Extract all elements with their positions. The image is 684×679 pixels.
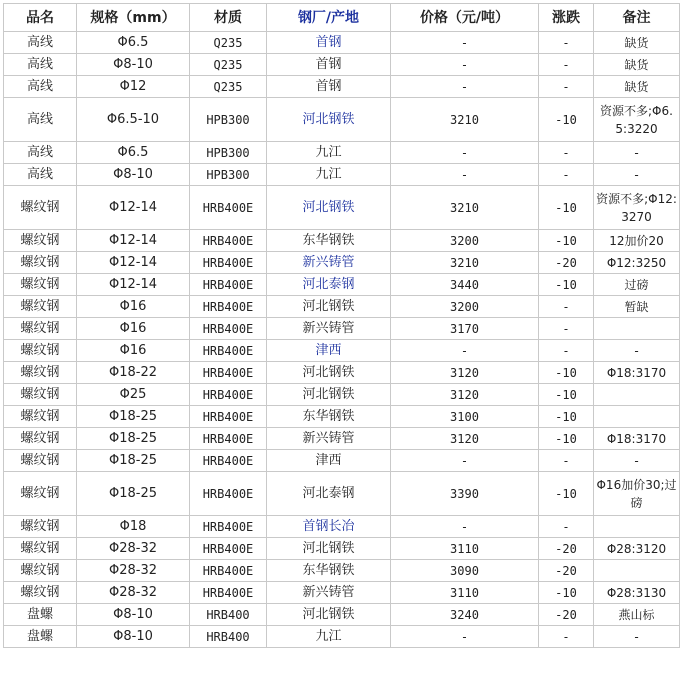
material-cell: HPB300 xyxy=(190,142,267,164)
note-cell: Φ28:3130 xyxy=(594,582,680,604)
change-cell: -20 xyxy=(539,560,594,582)
table-row xyxy=(4,142,680,164)
spec-cell: Φ8-10 xyxy=(77,604,190,626)
product-name-cell: 高线 xyxy=(4,142,77,164)
spec-cell: Φ8-10 xyxy=(77,626,190,648)
material-cell: HRB400E xyxy=(190,538,267,560)
spec-cell: Φ28-32 xyxy=(77,560,190,582)
price-cell: - xyxy=(391,516,539,538)
mill-cell: 河北钢铁 xyxy=(267,362,391,384)
spec-cell: Φ16 xyxy=(77,318,190,340)
spec-cell: Φ18-25 xyxy=(77,450,190,472)
change-cell: -10 xyxy=(539,428,594,450)
table-row xyxy=(4,626,680,648)
table-row xyxy=(4,472,680,516)
mill-cell: 东华钢铁 xyxy=(267,230,391,252)
mill-cell[interactable]: 河北钢铁 xyxy=(267,186,391,230)
note-cell: 缺货 xyxy=(594,54,680,76)
column-header-price: 价格（元/吨） xyxy=(391,4,539,32)
material-cell: Q235 xyxy=(190,54,267,76)
change-cell: - xyxy=(539,54,594,76)
note-cell: 暂缺 xyxy=(594,296,680,318)
mill-cell: 九江 xyxy=(267,142,391,164)
product-name-cell: 螺纹钢 xyxy=(4,362,77,384)
table-header-row xyxy=(4,4,680,32)
spec-cell: Φ6.5 xyxy=(77,142,190,164)
material-cell: HRB400E xyxy=(190,406,267,428)
product-name-cell: 螺纹钢 xyxy=(4,274,77,296)
table-row xyxy=(4,32,680,54)
table-row xyxy=(4,384,680,406)
mill-cell: 首钢 xyxy=(267,76,391,98)
spec-cell: Φ6.5-10 xyxy=(77,98,190,142)
material-cell: HRB400E xyxy=(190,384,267,406)
price-cell: - xyxy=(391,32,539,54)
table-row xyxy=(4,164,680,186)
note-cell xyxy=(594,560,680,582)
product-name-cell: 螺纹钢 xyxy=(4,318,77,340)
price-cell: 3200 xyxy=(391,230,539,252)
table-row xyxy=(4,98,680,142)
price-cell: - xyxy=(391,54,539,76)
price-cell: 3100 xyxy=(391,406,539,428)
change-cell: -10 xyxy=(539,186,594,230)
column-header-note: 备注 xyxy=(594,4,680,32)
spec-cell: Φ28-32 xyxy=(77,582,190,604)
spec-cell: Φ12-14 xyxy=(77,186,190,230)
material-cell: HRB400E xyxy=(190,318,267,340)
change-cell: - xyxy=(539,32,594,54)
note-cell: - xyxy=(594,164,680,186)
price-cell: 3120 xyxy=(391,428,539,450)
column-header-name: 品名 xyxy=(4,4,77,32)
note-cell: Φ16加价30;过磅 xyxy=(594,472,680,516)
change-cell: -10 xyxy=(539,362,594,384)
mill-cell[interactable]: 新兴铸管 xyxy=(267,252,391,274)
price-cell: 3110 xyxy=(391,582,539,604)
material-cell: HRB400 xyxy=(190,604,267,626)
price-cell: - xyxy=(391,626,539,648)
table-row xyxy=(4,340,680,362)
table-row xyxy=(4,538,680,560)
table-row xyxy=(4,252,680,274)
table-row xyxy=(4,560,680,582)
table-row xyxy=(4,296,680,318)
material-cell: HRB400 xyxy=(190,626,267,648)
column-header-change: 涨跌 xyxy=(539,4,594,32)
note-cell: 资源不多;Φ6.5:3220 xyxy=(594,98,680,142)
product-name-cell: 螺纹钢 xyxy=(4,560,77,582)
price-cell: - xyxy=(391,164,539,186)
mill-cell: 河北钢铁 xyxy=(267,604,391,626)
product-name-cell: 高线 xyxy=(4,76,77,98)
price-cell: - xyxy=(391,340,539,362)
steel-price-table xyxy=(3,3,680,648)
change-cell: - xyxy=(539,318,594,340)
material-cell: HPB300 xyxy=(190,164,267,186)
spec-cell: Φ16 xyxy=(77,296,190,318)
column-header-mill[interactable]: 钢厂/产地 xyxy=(267,4,391,32)
material-cell: HRB400E xyxy=(190,560,267,582)
material-cell: HRB400E xyxy=(190,362,267,384)
price-cell: 3200 xyxy=(391,296,539,318)
table-row xyxy=(4,186,680,230)
mill-cell[interactable]: 首钢长冶 xyxy=(267,516,391,538)
mill-cell: 津西 xyxy=(267,450,391,472)
material-cell: HRB400E xyxy=(190,186,267,230)
mill-cell: 河北钢铁 xyxy=(267,538,391,560)
table-row xyxy=(4,516,680,538)
price-cell: 3120 xyxy=(391,384,539,406)
product-name-cell: 高线 xyxy=(4,32,77,54)
change-cell: -10 xyxy=(539,472,594,516)
note-cell: 燕山标 xyxy=(594,604,680,626)
material-cell: HRB400E xyxy=(190,230,267,252)
material-cell: HRB400E xyxy=(190,274,267,296)
note-cell: Φ28:3120 xyxy=(594,538,680,560)
note-cell: Φ18:3170 xyxy=(594,362,680,384)
material-cell: HPB300 xyxy=(190,98,267,142)
material-cell: HRB400E xyxy=(190,252,267,274)
product-name-cell: 螺纹钢 xyxy=(4,340,77,362)
price-cell: 3110 xyxy=(391,538,539,560)
note-cell: 过磅 xyxy=(594,274,680,296)
spec-cell: Φ18-25 xyxy=(77,406,190,428)
mill-cell: 九江 xyxy=(267,626,391,648)
note-cell: - xyxy=(594,142,680,164)
price-cell: 3090 xyxy=(391,560,539,582)
change-cell: -10 xyxy=(539,230,594,252)
price-cell: - xyxy=(391,76,539,98)
mill-cell: 河北钢铁 xyxy=(267,296,391,318)
product-name-cell: 螺纹钢 xyxy=(4,230,77,252)
note-cell xyxy=(594,406,680,428)
note-cell xyxy=(594,318,680,340)
table-row xyxy=(4,318,680,340)
material-cell: HRB400E xyxy=(190,296,267,318)
change-cell: - xyxy=(539,450,594,472)
change-cell: - xyxy=(539,340,594,362)
table-row xyxy=(4,274,680,296)
table-body xyxy=(4,32,680,648)
table-row xyxy=(4,362,680,384)
table-row xyxy=(4,604,680,626)
spec-cell: Φ25 xyxy=(77,384,190,406)
price-cell: 3210 xyxy=(391,98,539,142)
spec-cell: Φ12-14 xyxy=(77,230,190,252)
product-name-cell: 螺纹钢 xyxy=(4,538,77,560)
mill-cell: 首钢 xyxy=(267,54,391,76)
price-cell: 3440 xyxy=(391,274,539,296)
change-cell: -20 xyxy=(539,252,594,274)
material-cell: HRB400E xyxy=(190,450,267,472)
material-cell: Q235 xyxy=(190,76,267,98)
price-cell: 3210 xyxy=(391,186,539,230)
note-cell xyxy=(594,516,680,538)
spec-cell: Φ28-32 xyxy=(77,538,190,560)
table-row xyxy=(4,230,680,252)
mill-cell: 东华钢铁 xyxy=(267,406,391,428)
table-row xyxy=(4,76,680,98)
material-cell: HRB400E xyxy=(190,472,267,516)
spec-cell: Φ8-10 xyxy=(77,164,190,186)
table-row xyxy=(4,428,680,450)
change-cell: - xyxy=(539,516,594,538)
change-cell: -10 xyxy=(539,274,594,296)
material-cell: HRB400E xyxy=(190,428,267,450)
mill-cell[interactable]: 首钢 xyxy=(267,32,391,54)
note-cell: 资源不多;Φ12:3270 xyxy=(594,186,680,230)
change-cell: -20 xyxy=(539,604,594,626)
change-cell: -10 xyxy=(539,384,594,406)
material-cell: HRB400E xyxy=(190,516,267,538)
spec-cell: Φ12 xyxy=(77,76,190,98)
spec-cell: Φ12-14 xyxy=(77,274,190,296)
column-header-spec: 规格（mm） xyxy=(77,4,190,32)
note-cell: Φ12:3250 xyxy=(594,252,680,274)
product-name-cell: 螺纹钢 xyxy=(4,450,77,472)
table-row xyxy=(4,582,680,604)
table-row xyxy=(4,406,680,428)
mill-cell: 东华钢铁 xyxy=(267,560,391,582)
product-name-cell: 螺纹钢 xyxy=(4,582,77,604)
price-cell: 3390 xyxy=(391,472,539,516)
note-cell: Φ18:3170 xyxy=(594,428,680,450)
mill-cell[interactable]: 河北钢铁 xyxy=(267,98,391,142)
price-cell: 3170 xyxy=(391,318,539,340)
table-row xyxy=(4,450,680,472)
change-cell: - xyxy=(539,296,594,318)
mill-cell[interactable]: 河北泰钢 xyxy=(267,274,391,296)
material-cell: Q235 xyxy=(190,32,267,54)
product-name-cell: 螺纹钢 xyxy=(4,384,77,406)
mill-cell: 九江 xyxy=(267,164,391,186)
change-cell: - xyxy=(539,76,594,98)
mill-cell[interactable]: 津西 xyxy=(267,340,391,362)
mill-cell: 新兴铸管 xyxy=(267,318,391,340)
spec-cell: Φ6.5 xyxy=(77,32,190,54)
product-name-cell: 螺纹钢 xyxy=(4,428,77,450)
product-name-cell: 螺纹钢 xyxy=(4,406,77,428)
product-name-cell: 螺纹钢 xyxy=(4,516,77,538)
spec-cell: Φ18-22 xyxy=(77,362,190,384)
change-cell: -10 xyxy=(539,406,594,428)
note-cell xyxy=(594,384,680,406)
note-cell: - xyxy=(594,450,680,472)
material-cell: HRB400E xyxy=(190,340,267,362)
mill-cell: 河北钢铁 xyxy=(267,384,391,406)
product-name-cell: 高线 xyxy=(4,98,77,142)
product-name-cell: 高线 xyxy=(4,54,77,76)
price-cell: - xyxy=(391,450,539,472)
change-cell: - xyxy=(539,164,594,186)
change-cell: -10 xyxy=(539,582,594,604)
note-cell: 缺货 xyxy=(594,32,680,54)
product-name-cell: 盘螺 xyxy=(4,604,77,626)
product-name-cell: 螺纹钢 xyxy=(4,472,77,516)
change-cell: -10 xyxy=(539,98,594,142)
change-cell: -20 xyxy=(539,538,594,560)
material-cell: HRB400E xyxy=(190,582,267,604)
spec-cell: Φ8-10 xyxy=(77,54,190,76)
spec-cell: Φ12-14 xyxy=(77,252,190,274)
change-cell: - xyxy=(539,626,594,648)
product-name-cell: 盘螺 xyxy=(4,626,77,648)
price-cell: 3120 xyxy=(391,362,539,384)
product-name-cell: 螺纹钢 xyxy=(4,186,77,230)
spec-cell: Φ18 xyxy=(77,516,190,538)
product-name-cell: 螺纹钢 xyxy=(4,296,77,318)
change-cell: - xyxy=(539,142,594,164)
product-name-cell: 高线 xyxy=(4,164,77,186)
spec-cell: Φ18-25 xyxy=(77,472,190,516)
mill-cell: 新兴铸管 xyxy=(267,428,391,450)
note-cell: 缺货 xyxy=(594,76,680,98)
product-name-cell: 螺纹钢 xyxy=(4,252,77,274)
column-header-material: 材质 xyxy=(190,4,267,32)
note-cell: 12加价20 xyxy=(594,230,680,252)
table-row xyxy=(4,54,680,76)
price-cell: 3240 xyxy=(391,604,539,626)
price-cell: - xyxy=(391,142,539,164)
price-cell: 3210 xyxy=(391,252,539,274)
note-cell: - xyxy=(594,340,680,362)
spec-cell: Φ18-25 xyxy=(77,428,190,450)
mill-cell: 河北泰钢 xyxy=(267,472,391,516)
mill-cell: 新兴铸管 xyxy=(267,582,391,604)
note-cell: - xyxy=(594,626,680,648)
spec-cell: Φ16 xyxy=(77,340,190,362)
